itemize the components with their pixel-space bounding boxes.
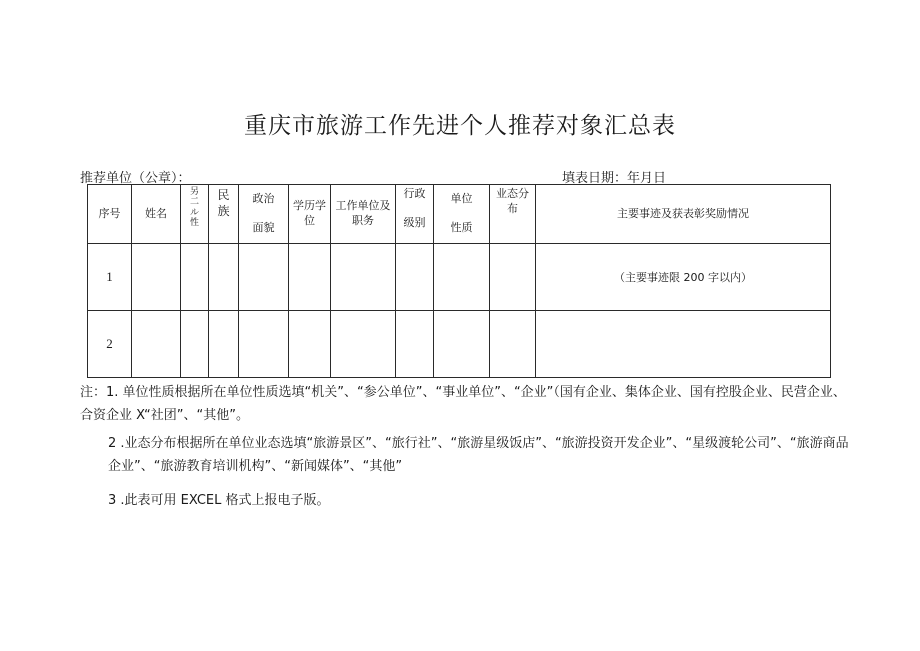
note-3: 3 .此表可用 EXCEL 格式上报电子版。 [108, 493, 330, 508]
employer-cell[interactable] [331, 244, 396, 311]
header-gender-line4: 性 [189, 218, 199, 229]
header-employer-line1: 工作单位及 [335, 199, 391, 213]
header-business-line2: 布 [507, 201, 518, 215]
header-admin-line1: 行政 [403, 187, 426, 200]
note-1: 注：1. 单位性质根据所在单位性质选填“机关”、“参公单位”、“事业单位”、“企业”（国有企业、集体企业、国有控股企业、民营企业、合资企业 X“社团”、“其他”。 [80, 385, 846, 423]
header-education-line1: 学历学 [293, 199, 326, 213]
header-seq: 序号 [88, 185, 132, 244]
header-gender-line3: ル [189, 207, 199, 218]
header-education-line2: 位 [304, 214, 315, 227]
table-row [88, 311, 831, 378]
table-row [88, 244, 831, 311]
education-cell[interactable] [289, 311, 331, 378]
recommending-unit-label: 推荐单位（公章）： [80, 171, 191, 186]
header-name: 姓名 [132, 185, 181, 244]
header-ethnic [209, 185, 239, 244]
deeds-cell[interactable] [536, 311, 831, 378]
header-unit-type [434, 185, 490, 244]
header-ethnic-line1: 民 [217, 188, 230, 202]
header-deeds: 主要事迹及获表彰奖励情况 [536, 185, 831, 244]
gender-cell[interactable] [181, 311, 209, 378]
political-cell[interactable] [239, 311, 289, 378]
header-political [239, 185, 289, 244]
header-business-line1: 业态分 [496, 187, 529, 200]
admin-level-cell[interactable] [396, 244, 434, 311]
header-employer [331, 185, 396, 244]
header-admin-level [396, 185, 434, 244]
unit-type-cell[interactable] [434, 244, 490, 311]
admin-level-cell[interactable] [396, 311, 434, 378]
name-cell[interactable] [132, 244, 181, 311]
education-cell[interactable] [289, 244, 331, 311]
header-gender [181, 185, 209, 244]
header-admin-line2: 级别 [403, 215, 426, 229]
document-title: 重庆市旅游工作先进个人推荐对象汇总表 [244, 113, 676, 139]
header-political-line1: 政治 [252, 192, 275, 206]
employer-cell[interactable] [331, 311, 396, 378]
gender-cell[interactable] [181, 244, 209, 311]
header-unit-type-line1: 单位 [450, 192, 473, 206]
note-2: 2 .业态分布根据所在单位业态选填“旅游景区”、“旅行社”、“旅游星级饭店”、“旅游投资开发企业”、“星级渡轮公司”、“旅游商品企业”、“旅游教育培训机构”、“新闻媒体”、“其他” [108, 436, 849, 474]
row-seq: 1 [88, 244, 132, 311]
header-gender-line2: 二 [189, 197, 199, 208]
summary-table [87, 184, 831, 378]
header-ethnic-line2: 族 [217, 204, 230, 219]
header-employer-line2: 职务 [352, 214, 374, 227]
header-gender-line1: 另 [189, 187, 199, 197]
business-cell[interactable] [490, 311, 536, 378]
header-education [289, 185, 331, 244]
ethnic-cell[interactable] [209, 311, 239, 378]
table-header-row [88, 185, 831, 244]
deeds-cell[interactable]: （主要事迹限 200 字以内） [536, 244, 831, 311]
name-cell[interactable] [132, 311, 181, 378]
unit-type-cell[interactable] [434, 311, 490, 378]
political-cell[interactable] [239, 244, 289, 311]
fill-date-label: 填表日期：年月日 [562, 171, 667, 186]
row-seq: 2 [88, 311, 132, 378]
ethnic-cell[interactable] [209, 244, 239, 311]
business-cell[interactable] [490, 244, 536, 311]
header-business [490, 185, 536, 244]
header-unit-type-line2: 性质 [450, 221, 473, 234]
header-political-line2: 面貌 [252, 221, 275, 234]
